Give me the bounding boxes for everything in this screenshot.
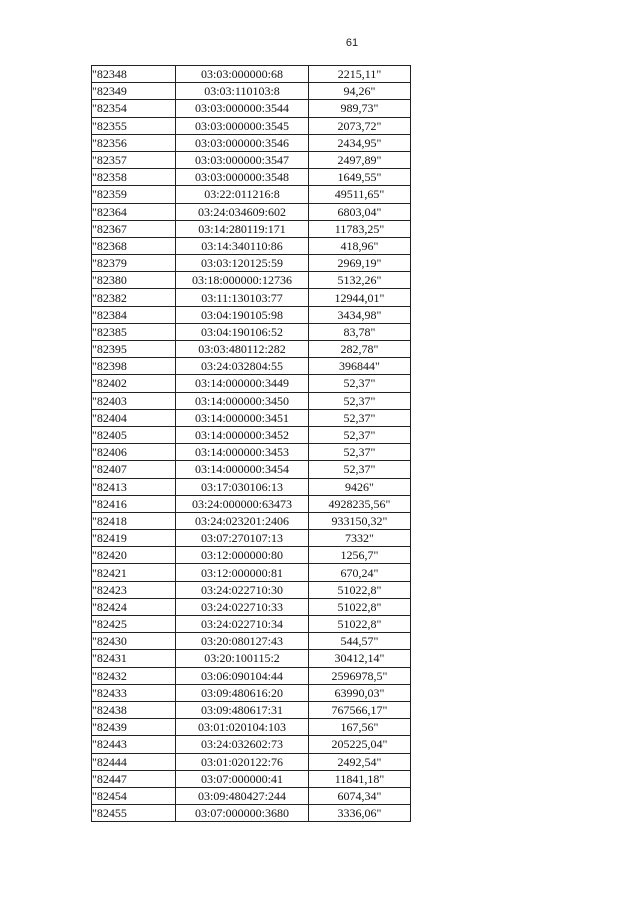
value-cell: 933150,32" <box>309 512 411 529</box>
table-row <box>92 512 411 529</box>
table-row <box>92 306 411 323</box>
value-cell: 52,37" <box>309 444 411 461</box>
cadastral-number-cell: 03:20:080127:43 <box>176 633 309 650</box>
value-cell: 4928235,56" <box>309 495 411 512</box>
value-cell: 2497,89" <box>309 151 411 168</box>
value-cell: 2434,95" <box>309 134 411 151</box>
value-cell: 282,78" <box>309 341 411 358</box>
row-id-cell: "82357 <box>92 151 176 168</box>
table-row <box>92 255 411 272</box>
value-cell: 63990,03" <box>309 684 411 701</box>
table-row <box>92 375 411 392</box>
row-id-cell: "82354 <box>92 100 176 117</box>
value-cell: 7332" <box>309 530 411 547</box>
row-id-cell: "82416 <box>92 495 176 512</box>
table-row <box>92 323 411 340</box>
value-cell: 2596978,5" <box>309 667 411 684</box>
row-id-cell: "82382 <box>92 289 176 306</box>
row-id-cell: "82443 <box>92 736 176 753</box>
value-cell: 767566,17" <box>309 701 411 718</box>
table-row <box>92 495 411 512</box>
table-row <box>92 753 411 770</box>
cadastral-number-cell: 03:09:480427:244 <box>176 787 309 804</box>
value-cell: 52,37" <box>309 426 411 443</box>
value-cell: 5132,26" <box>309 272 411 289</box>
value-cell: 3336,06" <box>309 805 411 822</box>
cadastral-number-cell: 03:04:190105:98 <box>176 306 309 323</box>
table-row <box>92 220 411 237</box>
table-row <box>92 151 411 168</box>
row-id-cell: "82407 <box>92 461 176 478</box>
cadastral-number-cell: 03:24:034609:602 <box>176 203 309 220</box>
row-id-cell: "82355 <box>92 117 176 134</box>
row-id-cell: "82455 <box>92 805 176 822</box>
value-cell: 2492,54" <box>309 753 411 770</box>
row-id-cell: "82420 <box>92 547 176 564</box>
table-row <box>92 358 411 375</box>
table-row <box>92 478 411 495</box>
row-id-cell: "82348 <box>92 66 176 83</box>
value-cell: 167,56" <box>309 719 411 736</box>
row-id-cell: "82358 <box>92 169 176 186</box>
row-id-cell: "82418 <box>92 512 176 529</box>
value-cell: 52,37" <box>309 375 411 392</box>
row-id-cell: "82439 <box>92 719 176 736</box>
table-row <box>92 186 411 203</box>
row-id-cell: "82438 <box>92 701 176 718</box>
table-row <box>92 581 411 598</box>
value-cell: 544,57" <box>309 633 411 650</box>
value-cell: 205225,04" <box>309 736 411 753</box>
value-cell: 3434,98" <box>309 306 411 323</box>
cadastral-number-cell: 03:03:480112:282 <box>176 341 309 358</box>
table-row <box>92 736 411 753</box>
row-id-cell: "82421 <box>92 564 176 581</box>
value-cell: 52,37" <box>309 392 411 409</box>
table-row <box>92 530 411 547</box>
table-row <box>92 667 411 684</box>
value-cell: 49511,65" <box>309 186 411 203</box>
cadastral-number-cell: 03:14:000000:3449 <box>176 375 309 392</box>
row-id-cell: "82403 <box>92 392 176 409</box>
table-row <box>92 564 411 581</box>
value-cell: 989,73" <box>309 100 411 117</box>
table-row <box>92 719 411 736</box>
row-id-cell: "82413 <box>92 478 176 495</box>
table-row <box>92 787 411 804</box>
table-row <box>92 100 411 117</box>
row-id-cell: "82359 <box>92 186 176 203</box>
cadastral-number-cell: 03:04:190106:52 <box>176 323 309 340</box>
row-id-cell: "82380 <box>92 272 176 289</box>
cadastral-number-cell: 03:03:000000:3544 <box>176 100 309 117</box>
table-row <box>92 203 411 220</box>
value-cell: 670,24" <box>309 564 411 581</box>
cadastral-number-cell: 03:22:011216:8 <box>176 186 309 203</box>
table-row <box>92 616 411 633</box>
row-id-cell: "82425 <box>92 616 176 633</box>
table-row <box>92 134 411 151</box>
row-id-cell: "82356 <box>92 134 176 151</box>
value-cell: 2073,72" <box>309 117 411 134</box>
value-cell: 11841,18" <box>309 770 411 787</box>
value-cell: 6074,34" <box>309 787 411 804</box>
value-cell: 6803,04" <box>309 203 411 220</box>
cadastral-number-cell: 03:07:000000:41 <box>176 770 309 787</box>
table-row <box>92 598 411 615</box>
row-id-cell: "82406 <box>92 444 176 461</box>
value-cell: 12944,01" <box>309 289 411 306</box>
table-row <box>92 650 411 667</box>
row-id-cell: "82367 <box>92 220 176 237</box>
cadastral-number-cell: 03:14:340110:86 <box>176 237 309 254</box>
table-row <box>92 272 411 289</box>
cadastral-number-cell: 03:06:090104:44 <box>176 667 309 684</box>
cadastral-number-cell: 03:18:000000:12736 <box>176 272 309 289</box>
row-id-cell: "82384 <box>92 306 176 323</box>
table-row <box>92 83 411 100</box>
value-cell: 2215,11" <box>309 66 411 83</box>
value-cell: 1256,7" <box>309 547 411 564</box>
value-cell: 396844" <box>309 358 411 375</box>
row-id-cell: "82404 <box>92 409 176 426</box>
cadastral-number-cell: 03:07:270107:13 <box>176 530 309 547</box>
cadastral-number-cell: 03:24:032804:55 <box>176 358 309 375</box>
cadastral-number-cell: 03:24:022710:33 <box>176 598 309 615</box>
cadastral-number-cell: 03:24:023201:2406 <box>176 512 309 529</box>
cadastral-number-cell: 03:24:000000:63473 <box>176 495 309 512</box>
cadastral-number-cell: 03:12:000000:81 <box>176 564 309 581</box>
value-cell: 9426" <box>309 478 411 495</box>
table-row <box>92 461 411 478</box>
cadastral-number-cell: 03:09:480616:20 <box>176 684 309 701</box>
table-row <box>92 341 411 358</box>
cadastral-number-cell: 03:03:000000:3545 <box>176 117 309 134</box>
cadastral-number-cell: 03:09:480617:31 <box>176 701 309 718</box>
value-cell: 52,37" <box>309 409 411 426</box>
value-cell: 83,78" <box>309 323 411 340</box>
row-id-cell: "82402 <box>92 375 176 392</box>
cadastral-number-cell: 03:24:022710:30 <box>176 581 309 598</box>
value-cell: 51022,8" <box>309 598 411 615</box>
value-cell: 94,26" <box>309 83 411 100</box>
table-row <box>92 701 411 718</box>
cadastral-number-cell: 03:14:280119:171 <box>176 220 309 237</box>
table-row <box>92 409 411 426</box>
cadastral-number-cell: 03:03:000000:3548 <box>176 169 309 186</box>
cadastral-number-cell: 03:07:000000:3680 <box>176 805 309 822</box>
value-cell: 51022,8" <box>309 581 411 598</box>
cadastral-number-cell: 03:12:000000:80 <box>176 547 309 564</box>
value-cell: 51022,8" <box>309 616 411 633</box>
cadastral-number-cell: 03:24:032602:73 <box>176 736 309 753</box>
value-cell: 11783,25" <box>309 220 411 237</box>
cadastral-number-cell: 03:17:030106:13 <box>176 478 309 495</box>
value-cell: 52,37" <box>309 461 411 478</box>
cadastral-number-cell: 03:03:000000:3546 <box>176 134 309 151</box>
row-id-cell: "82447 <box>92 770 176 787</box>
cadastral-number-cell: 03:01:020122:76 <box>176 753 309 770</box>
table-row <box>92 684 411 701</box>
row-id-cell: "82364 <box>92 203 176 220</box>
cadastral-number-cell: 03:11:130103:77 <box>176 289 309 306</box>
row-id-cell: "82444 <box>92 753 176 770</box>
row-id-cell: "82424 <box>92 598 176 615</box>
row-id-cell: "82423 <box>92 581 176 598</box>
cadastral-number-cell: 03:24:022710:34 <box>176 616 309 633</box>
cadastral-number-cell: 03:03:110103:8 <box>176 83 309 100</box>
cadastral-number-cell: 03:14:000000:3453 <box>176 444 309 461</box>
cadastral-number-cell: 03:14:000000:3454 <box>176 461 309 478</box>
row-id-cell: "82405 <box>92 426 176 443</box>
table-row <box>92 66 411 83</box>
cadastral-number-cell: 03:14:000000:3451 <box>176 409 309 426</box>
value-cell: 2969,19" <box>309 255 411 272</box>
table-row <box>92 169 411 186</box>
table-row <box>92 633 411 650</box>
table-row <box>92 444 411 461</box>
row-id-cell: "82395 <box>92 341 176 358</box>
cadastral-number-cell: 03:20:100115:2 <box>176 650 309 667</box>
row-id-cell: "82398 <box>92 358 176 375</box>
table-row <box>92 805 411 822</box>
table-row <box>92 547 411 564</box>
table-row <box>92 392 411 409</box>
row-id-cell: "82379 <box>92 255 176 272</box>
table-row <box>92 770 411 787</box>
data-table <box>91 65 411 822</box>
row-id-cell: "82368 <box>92 237 176 254</box>
row-id-cell: "82454 <box>92 787 176 804</box>
row-id-cell: "82431 <box>92 650 176 667</box>
value-cell: 1649,55" <box>309 169 411 186</box>
row-id-cell: "82419 <box>92 530 176 547</box>
table-row <box>92 237 411 254</box>
cadastral-number-cell: 03:14:000000:3450 <box>176 392 309 409</box>
table-row <box>92 117 411 134</box>
row-id-cell: "82432 <box>92 667 176 684</box>
page-number: 61 <box>345 37 359 49</box>
value-cell: 418,96" <box>309 237 411 254</box>
cadastral-number-cell: 03:01:020104:103 <box>176 719 309 736</box>
cadastral-number-cell: 03:03:000000:68 <box>176 66 309 83</box>
cadastral-number-cell: 03:03:000000:3547 <box>176 151 309 168</box>
cadastral-number-cell: 03:14:000000:3452 <box>176 426 309 443</box>
row-id-cell: "82385 <box>92 323 176 340</box>
table-body <box>92 66 411 822</box>
row-id-cell: "82349 <box>92 83 176 100</box>
table-row <box>92 289 411 306</box>
row-id-cell: "82433 <box>92 684 176 701</box>
table-row <box>92 426 411 443</box>
cadastral-number-cell: 03:03:120125:59 <box>176 255 309 272</box>
row-id-cell: "82430 <box>92 633 176 650</box>
value-cell: 30412,14" <box>309 650 411 667</box>
